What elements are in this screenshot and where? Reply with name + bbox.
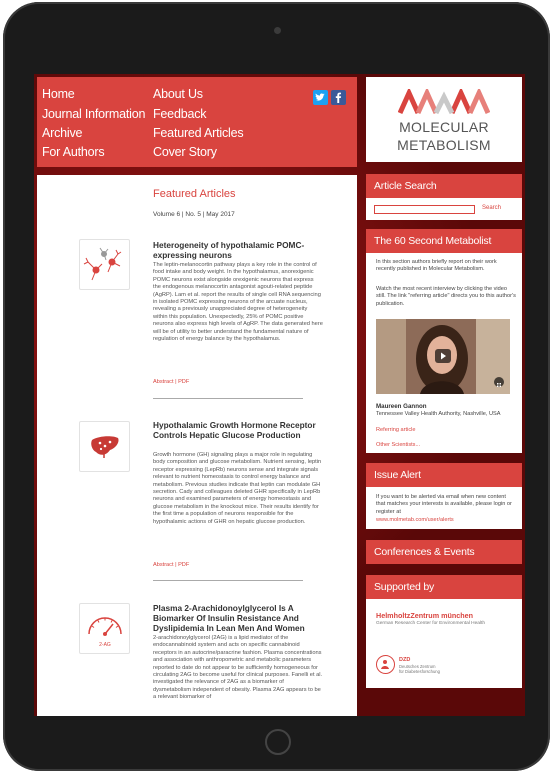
- article-summary: Growth hormone (GH) signaling plays a major role in regulating body composition and glucose metabolism. Nutrient sensing, leptin receptor expressing (LepRb) neurons sense and integrate signals relevant to nutrient homeostasis to control energy balance and metabolism. Previous studies indicate that leptin can modulate GH secretion. Cady and colleagues deleted GHR specifically in LepRb neurons and examined parameters of energy homeostasis and glucose metabolism in the knockout mice. Their results identify for the first time a population of neurons responsible for the hypothalamic actions of GHR on hepatic glucose production.: [153, 452, 322, 525]
- article-thumbnail[interactable]: [79, 239, 130, 290]
- article-summary: 2-arachidonoylglycerol (2AG) is a lipid mediator of the endocannabinoid system and acts on specific cannabinoid receptors in an autocrine/paracrine fashion. Plasma concentrations and association with anthropometric and metabolic parameters reported to date do not appear to be sufficiently homogeneous for circulating 2AG to become useful for clinical purposes. Fanelli et al. investigated the relevance of 2AG as a biomarker of dysmetabolism independent of obesity. Plasma 2AG appears to be a relevant biomarker of: [153, 635, 323, 701]
- article-search-title: Article Search: [366, 174, 522, 198]
- nav-archive[interactable]: Archive: [42, 126, 83, 140]
- camera-icon: [274, 27, 281, 34]
- article-search-box: [366, 174, 522, 220]
- article-title[interactable]: Hypothalamic Growth Hormone Receptor Controls Hepatic Glucose Production: [153, 420, 316, 440]
- dzd-label: DZD: [399, 657, 411, 663]
- dzd-subtitle-1: Deutsches Zentrum: [399, 664, 436, 669]
- search-input[interactable]: [374, 205, 475, 214]
- other-scientists-link[interactable]: Other Scientists...: [376, 442, 421, 448]
- nav-cover-story[interactable]: Cover Story: [153, 145, 217, 159]
- molecular-metabolism-logo[interactable]: [366, 77, 522, 162]
- page-title: Featured Articles: [153, 188, 236, 200]
- main-content: [37, 175, 357, 716]
- gauge-label: 2-AG: [99, 642, 111, 648]
- home-button[interactable]: [265, 729, 291, 755]
- nav-home[interactable]: Home: [42, 87, 75, 101]
- article-thumbnail[interactable]: [79, 603, 130, 654]
- nav-featured-articles[interactable]: Featured Articles: [153, 126, 244, 140]
- helmholtz-subtitle: German Research Center for Environmental Health: [376, 621, 486, 626]
- article-title[interactable]: Heterogeneity of hypothalamic POMC-expressing neurons: [153, 240, 305, 260]
- author-name: Maureen Gannon: [376, 403, 427, 410]
- supported-by-title: Supported by: [366, 575, 522, 599]
- fullscreen-icon[interactable]: [494, 377, 504, 387]
- conferences-title[interactable]: Conferences & Events: [366, 540, 522, 564]
- helmholtz-logo[interactable]: HelmholtzZentrum münchen: [376, 611, 474, 620]
- issue-alert-box: [366, 463, 522, 529]
- metabolist-box: [366, 229, 522, 453]
- supported-by-box: [366, 575, 522, 688]
- issue-alert-link[interactable]: www.molmetab.com/user/alerts: [376, 517, 454, 523]
- logo-line2: METABOLISM: [397, 137, 491, 153]
- facebook-icon[interactable]: [331, 90, 346, 105]
- article-divider: [153, 398, 303, 399]
- metabolist-instructions: Watch the most recent interview by clicking the video still. The link "referring article" directs you to this author's publication.: [376, 286, 516, 307]
- liver-icon: [80, 422, 129, 471]
- screen: [34, 74, 525, 716]
- neuron-icon: [80, 240, 129, 289]
- nav-about-us[interactable]: About Us: [153, 87, 203, 101]
- twitter-icon[interactable]: [313, 90, 328, 105]
- nav-feedback[interactable]: Feedback: [153, 107, 207, 121]
- article-summary: The leptin-melanocortin pathway plays a key role in the control of food intake and body weight. In the hypothalamus, anorexigenic POMC neurons exist alongside orexigenic neurons that express the endogenous melanocortin antagonist agouti-related peptide (AgRP). Lam et al. report the results of single cell RNA sequencing in isolated POMC expressing neurons of the arcuate nucleus, revealing a previously unappreciated degree of heterogeneity within this population. Unexpectedly, 25% of POMC positive neurons also express high levels of AgRP. The data generated here will be of utility to better understand the fundamental nature of regulation of energy balance by the hypothalamus.: [153, 262, 323, 343]
- issue-info: Volume 6 | No. 5 | May 2017: [153, 211, 235, 218]
- logo-line1: MOLECULAR: [399, 119, 489, 135]
- conferences-box[interactable]: [366, 540, 522, 564]
- author-affiliation: Tennessee Valley Health Authority, Nashville, USA: [376, 411, 501, 417]
- article-thumbnail[interactable]: [79, 421, 130, 472]
- logo-mark-icon: [398, 89, 490, 115]
- dzd-logo-icon[interactable]: [376, 655, 395, 674]
- nav-for-authors[interactable]: For Authors: [42, 145, 105, 159]
- article-divider: [153, 580, 303, 581]
- gauge-icon: [80, 604, 129, 653]
- metabolist-intro: In this section authors briefly report on their work recently published in Molecular Metabolism.: [376, 259, 497, 273]
- nav-journal-information[interactable]: Journal Information: [42, 107, 146, 121]
- issue-alert-text: If you want to be alerted via email when new content that matches your interests is available, please login or register at: [376, 494, 512, 515]
- play-icon[interactable]: [435, 349, 451, 363]
- referring-article-link[interactable]: Referring article: [376, 427, 416, 433]
- issue-alert-title: Issue Alert: [366, 463, 522, 487]
- article-links[interactable]: Abstract | PDF: [153, 562, 190, 568]
- search-button[interactable]: Search: [482, 205, 502, 211]
- dzd-subtitle-2: für Diabetesforschung: [399, 669, 440, 674]
- article-title[interactable]: Plasma 2-Arachidonoylglycerol Is A Biomarker Of Insulin Resistance And Dyslipidemia In Lean Men And Women: [153, 603, 305, 633]
- main-nav: [37, 77, 357, 167]
- metabolist-title: The 60 Second Metabolist: [366, 229, 522, 253]
- tablet-frame: [3, 2, 550, 771]
- video-still[interactable]: [376, 319, 510, 394]
- article-links[interactable]: Abstract | PDF: [153, 379, 190, 385]
